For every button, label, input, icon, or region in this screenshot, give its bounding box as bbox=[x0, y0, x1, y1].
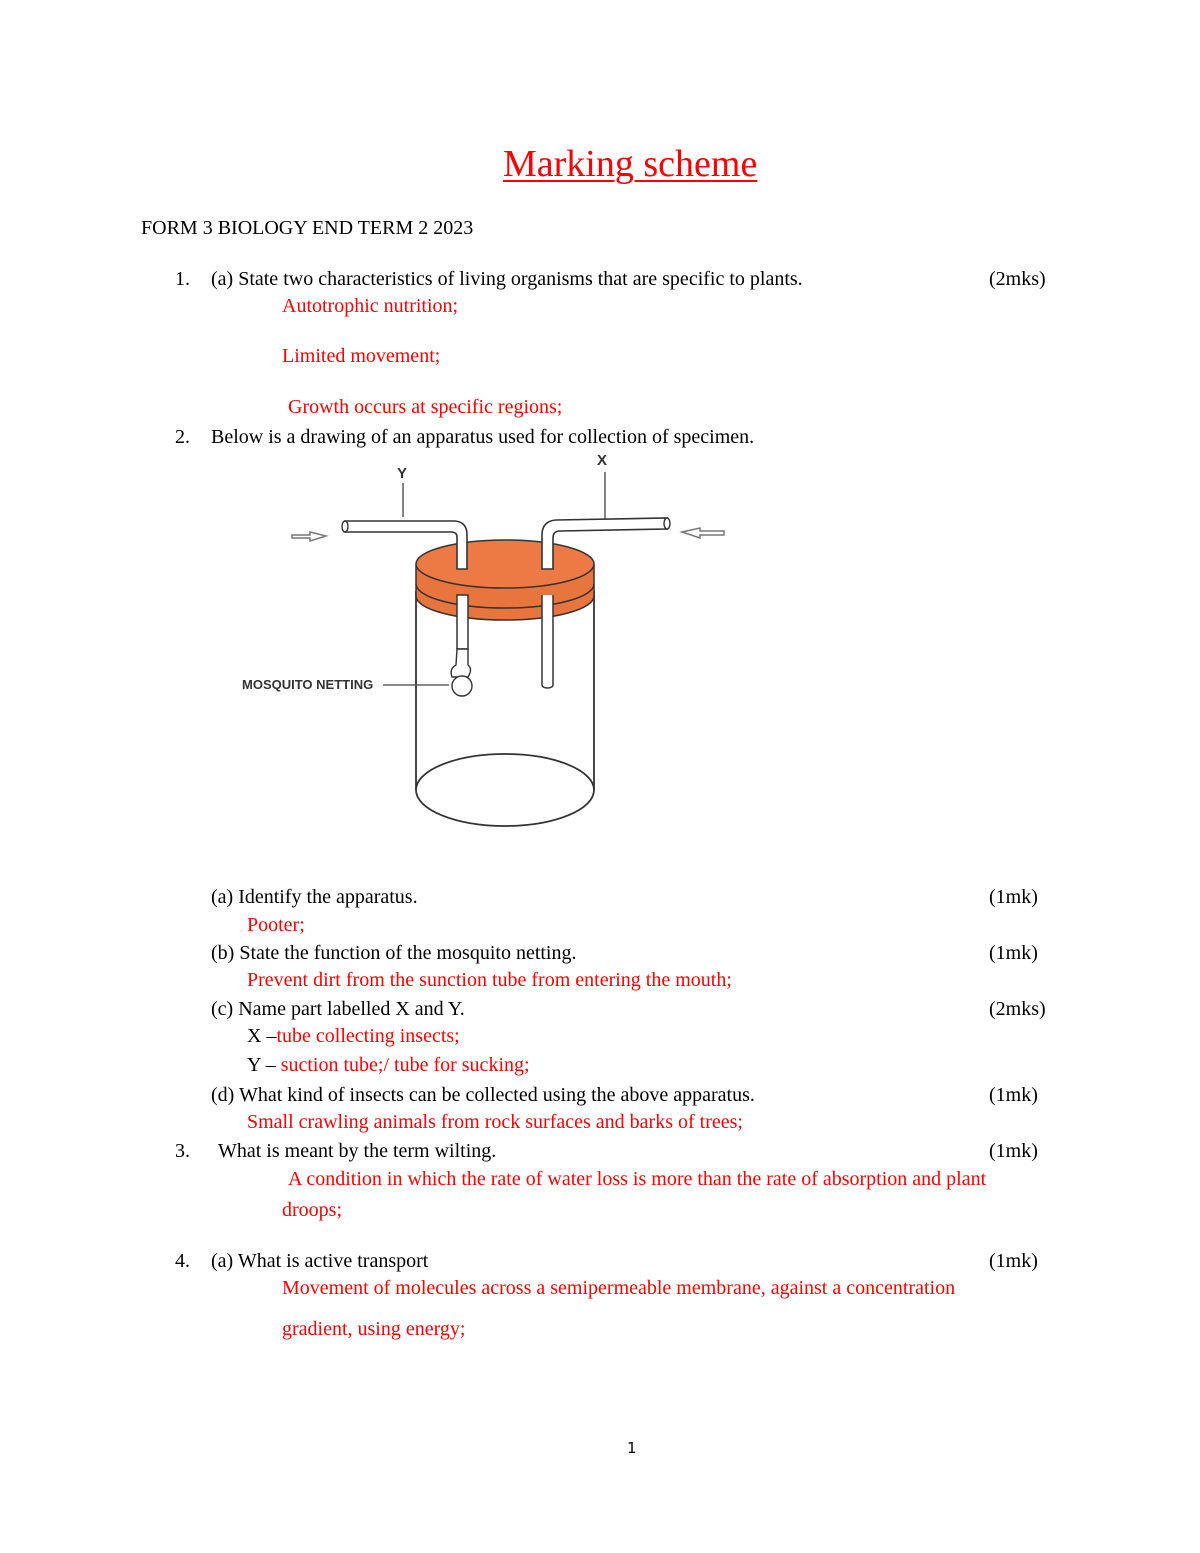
page-number: 1 bbox=[627, 1439, 637, 1457]
tube-y-end bbox=[342, 521, 348, 532]
inflow-arrow bbox=[682, 528, 724, 538]
q2a-answer: Pooter; bbox=[247, 914, 305, 936]
tube-x-end bbox=[664, 518, 670, 529]
q2-intro: Below is a drawing of an apparatus used for collection of specimen. bbox=[211, 426, 755, 448]
q2a-marks: (1mk) bbox=[989, 886, 1038, 908]
label-mosquito-netting: MOSQUITO NETTING bbox=[242, 677, 374, 692]
q1-question: (a) State two characteristics of living organisms that are specific to plants. bbox=[211, 268, 803, 290]
label-y: Y bbox=[397, 465, 408, 482]
q4-answer-line2: gradient, using energy; bbox=[282, 1318, 466, 1340]
q4-number: 4. bbox=[175, 1250, 190, 1272]
q2c-y-prefix: Y – bbox=[247, 1054, 281, 1076]
q1-answer-1: Autotrophic nutrition; bbox=[282, 295, 459, 317]
q3-question: What is meant by the term wilting. bbox=[218, 1140, 497, 1162]
q2a-question: (a) Identify the apparatus. bbox=[211, 886, 418, 908]
jar-base bbox=[416, 754, 594, 826]
q2c-x-answer: tube collecting insects; bbox=[276, 1025, 460, 1047]
q2c-answer-x bbox=[247, 1024, 460, 1048]
q2d-answer: Small crawling animals from rock surfaces and barks of trees; bbox=[247, 1111, 743, 1133]
q2c-question: (c) Name part labelled X and Y. bbox=[211, 998, 465, 1020]
q1-answer-2: Limited movement; bbox=[282, 345, 441, 367]
exam-heading: FORM 3 BIOLOGY END TERM 2 2023 bbox=[141, 217, 474, 239]
q2d-marks: (1mk) bbox=[989, 1084, 1038, 1106]
outflow-arrow bbox=[292, 532, 326, 541]
q2d-question: (d) What kind of insects can be collected using the above apparatus. bbox=[211, 1084, 755, 1106]
q2b-answer: Prevent dirt from the sunction tube from entering the mouth; bbox=[247, 969, 732, 991]
q1-answer-3: Growth occurs at specific regions; bbox=[288, 396, 563, 418]
q3-answer-line2: droops; bbox=[282, 1199, 342, 1221]
q1-number: 1. bbox=[175, 268, 190, 290]
q2c-y-answer: suction tube;/ tube for sucking; bbox=[280, 1054, 530, 1076]
q2-number: 2. bbox=[175, 426, 190, 448]
q2b-question: (b) State the function of the mosquito netting. bbox=[211, 942, 577, 964]
q2c-answer-y bbox=[247, 1053, 530, 1077]
label-x: X bbox=[597, 452, 608, 469]
tube-x-inner bbox=[542, 595, 553, 688]
q2c-marks: (2mks) bbox=[989, 998, 1046, 1020]
netting-bulb bbox=[451, 649, 470, 677]
q2c-x-prefix: X – bbox=[247, 1025, 277, 1047]
q3-number: 3. bbox=[175, 1140, 190, 1162]
q3-answer-line1: A condition in which the rate of water loss is more than the rate of absorption and plant bbox=[288, 1168, 987, 1190]
q1-marks: (2mks) bbox=[989, 268, 1046, 290]
pooter-diagram bbox=[230, 445, 750, 835]
q2b-marks: (1mk) bbox=[989, 942, 1038, 964]
q3-marks: (1mk) bbox=[989, 1140, 1038, 1162]
tube-y-inner bbox=[457, 595, 468, 649]
netting-ball bbox=[452, 676, 472, 696]
q4-marks: (1mk) bbox=[989, 1250, 1038, 1272]
page-title: Marking scheme bbox=[503, 143, 758, 185]
cork-top bbox=[416, 540, 594, 588]
q4-answer-line1: Movement of molecules across a semipermeable membrane, against a concentration bbox=[282, 1277, 956, 1299]
q4-question: (a) What is active transport bbox=[211, 1250, 429, 1272]
